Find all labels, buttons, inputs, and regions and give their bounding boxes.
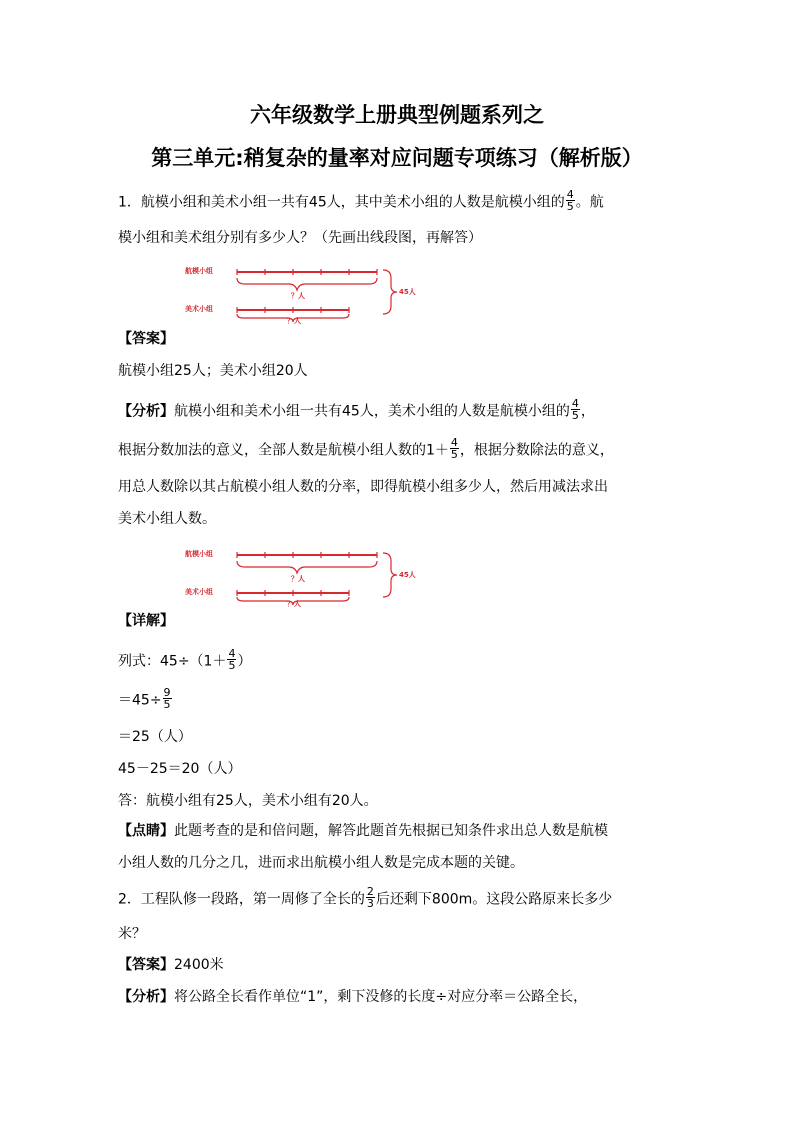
fraction-numerator: 4	[571, 397, 579, 410]
q1-stem-text-a: 1．航模小组和美术小组一共有45人，其中美术小组的人数是航模小组的	[118, 194, 565, 211]
q1-stem-line1	[118, 188, 604, 214]
q1-calc1-fraction	[227, 648, 236, 671]
document-title: 六年级数学上册典型例题系列之	[250, 103, 544, 127]
q1-calc-line4: 45－25＝20（人）	[118, 761, 242, 777]
q1-analysis-line4: 美术小组人数。	[118, 511, 216, 527]
q1-analysis-line2	[118, 436, 614, 462]
fraction-numerator: 4	[566, 188, 574, 201]
q1-answer-text: 航模小组25人；美术小组20人	[118, 363, 308, 379]
fraction-denominator: 5	[566, 200, 574, 213]
q1-comment-tag: 【点睛】	[118, 823, 174, 839]
diagram-brace-top	[237, 278, 377, 290]
q1-stem-text-b: 。航	[575, 194, 604, 211]
q1-calc-line2	[118, 686, 173, 712]
q1-calc1-text-a: 列式：45÷（1＋	[118, 653, 227, 670]
q1-calc-line3: ＝25（人）	[118, 729, 192, 745]
q2-analysis-text1: 将公路全长看作单位“1”，剩下没修的长度÷对应分率＝公路全长，	[174, 989, 588, 1005]
diagram-label-bottom: 美术小组	[185, 305, 213, 313]
fraction-numerator: 9	[163, 686, 171, 699]
q2-stem-line1	[118, 885, 613, 911]
diagram-unknown-bottom: ？人	[287, 600, 301, 607]
diagram-unknown-top: ？人	[291, 575, 305, 583]
q1-calc2-fraction	[163, 687, 172, 710]
q1-calc2-text: ＝45÷	[118, 692, 162, 709]
diagram-brace-total	[383, 270, 397, 314]
fraction-denominator: 3	[366, 897, 374, 910]
q2-answer-tag: 【答案】	[118, 957, 174, 973]
q2-stem-text-a: 2．工程队修一段路，第一周修了全长的	[118, 891, 365, 908]
q1-analysis-tag: 【分析】	[118, 403, 174, 420]
q1-comment-line1	[118, 821, 608, 841]
q1-analysis-line1	[118, 397, 595, 423]
diagram-total-label: 45人	[399, 288, 416, 296]
q1-detail-label: 【详解】	[118, 613, 174, 629]
fraction-denominator: 5	[228, 659, 236, 672]
q2-analysis-tag: 【分析】	[118, 989, 174, 1005]
q1-analysis-fraction2	[450, 437, 459, 460]
diagram-label-top: 航模小组	[185, 550, 213, 558]
q1-reply: 答：航模小组有25人，美术小组有20人。	[118, 793, 378, 809]
q2-answer-line	[118, 955, 224, 975]
diagram-total-label: 45人	[399, 571, 416, 579]
fraction-denominator: 5	[163, 698, 171, 711]
fraction-numerator: 4	[450, 436, 458, 449]
q1-analysis-line3: 用总人数除以其占航模小组人数的分率，即得航模小组多少人，然后用减法求出	[118, 479, 608, 495]
q1-line-segment-diagram-2	[185, 545, 445, 607]
q1-analysis-text1: 航模小组和美术小组一共有45人，美术小组的人数是航模小组的	[174, 403, 570, 420]
document-subtitle: 第三单元:稍复杂的量率对应问题专项练习（解析版）	[151, 146, 643, 170]
q1-line-segment-diagram	[185, 262, 445, 324]
q1-calc1-text-b: ）	[237, 653, 252, 670]
fraction-denominator: 5	[571, 409, 579, 422]
diagram-label-bottom: 美术小组	[185, 588, 213, 596]
diagram-unknown-bottom: ？人	[287, 317, 301, 324]
q1-analysis-text1-end: ，	[580, 403, 595, 420]
q1-stem-line2: 模小组和美术组分别有多少人？（先画出线段图，再解答）	[118, 230, 482, 246]
q2-answer-text: 2400米	[174, 957, 224, 973]
fraction-numerator: 4	[228, 647, 236, 660]
q1-stem-fraction	[566, 189, 575, 212]
q1-comment-text1: 此题考查的是和倍问题，解答此题首先根据已知条件求出总人数是航模	[174, 823, 608, 839]
q2-stem-line2: 米？	[118, 926, 146, 942]
diagram-brace-top	[237, 561, 377, 573]
q1-comment-line2: 小组人数的几分之几，进而求出航模小组人数是完成本题的关键。	[118, 855, 524, 871]
q2-stem-text-b: 后还剩下800m。这段公路原来长多少	[375, 891, 613, 908]
q2-stem-fraction	[366, 886, 375, 909]
fraction-denominator: 5	[450, 448, 458, 461]
q1-calc-line1	[118, 647, 252, 673]
q1-analysis-text2a: 根据分数加法的意义，全部人数是航模小组人数的1＋	[118, 442, 449, 459]
diagram-label-top: 航模小组	[185, 267, 213, 275]
diagram-unknown-top: ？人	[291, 292, 305, 300]
diagram-brace-total	[383, 553, 397, 597]
q2-analysis-line1	[118, 987, 587, 1007]
q1-answer-label: 【答案】	[118, 331, 174, 347]
fraction-numerator: 2	[366, 885, 374, 898]
q1-analysis-text2b: ，根据分数除法的意义，	[459, 442, 614, 459]
q1-analysis-fraction1	[571, 398, 580, 421]
